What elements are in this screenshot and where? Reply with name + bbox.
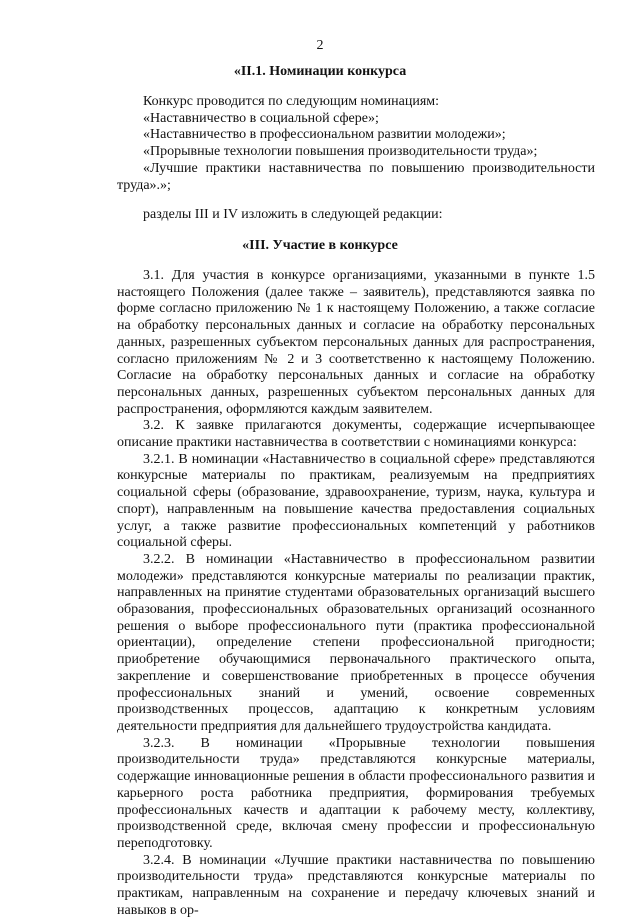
- nominations-intro: Конкурс проводится по следующим номинациям:: [143, 94, 440, 109]
- section-heading-participation: «III. Участие в конкурсе: [242, 238, 398, 253]
- nomination-item: «Прорывные технологии повышения производительности труда»;: [143, 144, 538, 160]
- amendment-text: разделы III и IV изложить в следующей редакции:: [143, 207, 443, 222]
- nomination-item: «Наставничество в профессиональном развитии молодежи»;: [143, 127, 506, 143]
- nomination-item: «Лучшие практики наставничества по повышению производительности труда».»;: [117, 160, 595, 193]
- paragraph-3-2-4: 3.2.4. В номинации «Лучшие практики наставничества по повышению производительности труда» представляются конкурсные материалы по практикам, направленным на сохранение и передачу ключевых знаний и навыков в ор-: [117, 852, 595, 918]
- paragraph-3-2-2: 3.2.2. В номинации «Наставничество в профессиональном развитии молодежи» представляются конкурсные материалы по реализации практик, направленных на принятие студентами образовательных организаций высшего образования, профессиональных образовательных организаций осознанного решения о выборе профессионального пути (практика профессиональной ориентации), определение степени профессиональной пригодности; приобретение обучающимися первоначального практического опыта, закрепление и совершенствование приобретенных в процессе обучения профессиональных знаний и умений, освоение современных производственных процессов, адаптацию к конкретным условиям деятельности предприятия для дальнейшего трудоустройства кандидата.: [117, 551, 595, 734]
- page-number: 2: [316, 38, 324, 53]
- paragraph-3-2: 3.2. К заявке прилагаются документы, содержащие исчерпывающее описание практики наставничества в соответствии с номинациями конкурса:: [117, 418, 595, 451]
- paragraph-3-2-1: 3.2.1. В номинации «Наставничество в социальной сфере» представляются конкурсные материалы по практикам, реализуемым на предприятиях социальной сферы (образование, здравоохранение, туризм, наука, культура и спорт), направленным на повышение качества предоставления социальных услуг, а также развитие профессиональных компетенций у работников социальной сферы.: [117, 451, 595, 551]
- amendment-note: [117, 207, 595, 224]
- nominations-list: [117, 94, 595, 194]
- section-heading-nominations: «II.1. Номинации конкурса: [233, 64, 407, 79]
- participation-body: [117, 268, 595, 919]
- nomination-item: «Наставничество в социальной сфере»;: [143, 110, 379, 126]
- paragraph-3-2-3: 3.2.3. В номинации «Прорывные технологии повышения производительности труда» представляются конкурсные материалы, содержащие инновационные решения в области профессионального развития и карьерного роста работника предприятия, формирования требуемых профессиональных качеств и адаптации к рабочему месту, коллективу, производственной среде, включая смену профессии и профессиональную переподготовку.: [117, 735, 595, 851]
- paragraph-3-1: 3.1. Для участия в конкурсе организациями, указанными в пункте 1.5 настоящего Положения (далее также – заявитель), представляются заявка по форме согласно приложению № 1 к настоящему Положению, а также согласие на обработку персональных данных и согласие на обработку персональных данных, разрешенных субъектом персональных данных для распространения, согласно приложениям № 2 и 3 соответственно к настоящему Положению. Согласие на обработку персональных данных и согласие на обработку персональных данных, разрешенных субъектом персональных данных для распространения, оформляются каждым заявителем.: [117, 268, 595, 417]
